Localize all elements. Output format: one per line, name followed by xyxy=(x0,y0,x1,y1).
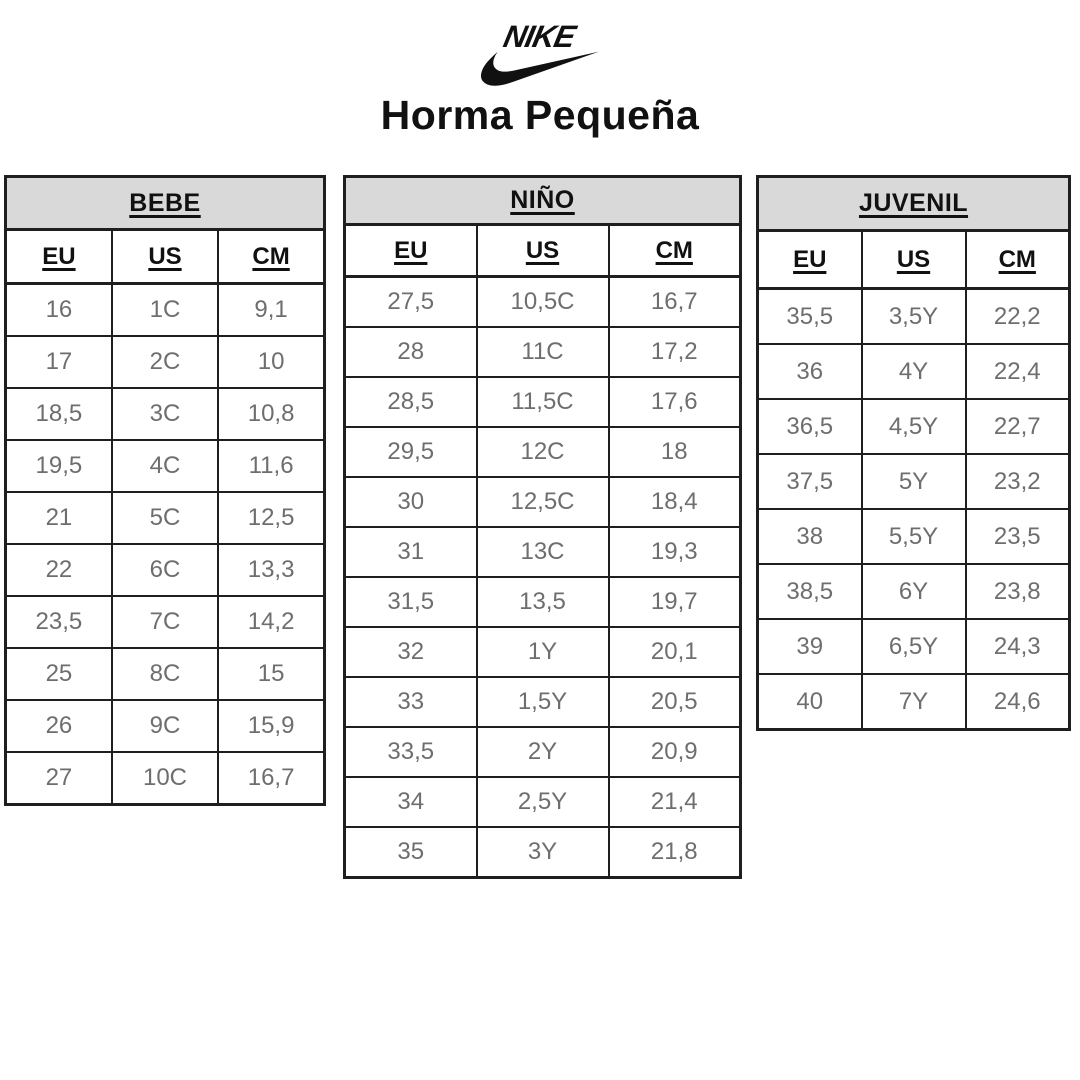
size-cell: 39 xyxy=(758,619,862,674)
table-row xyxy=(6,700,325,752)
size-cell: 10C xyxy=(112,752,218,805)
size-cell: 30 xyxy=(345,477,477,527)
size-cell: 12C xyxy=(477,427,609,477)
size-cell: 16,7 xyxy=(218,752,324,805)
table-row xyxy=(758,344,1070,399)
table-row xyxy=(6,388,325,440)
size-table xyxy=(756,175,1071,731)
nike-logo-svg xyxy=(477,20,603,90)
table-row xyxy=(345,377,741,427)
size-cell: 4,5Y xyxy=(862,399,966,454)
size-cell: 4C xyxy=(112,440,218,492)
table-row xyxy=(6,492,325,544)
size-cell: 17,2 xyxy=(609,327,741,377)
column-header-us: US xyxy=(862,231,966,289)
table-row xyxy=(6,336,325,388)
size-cell: 22 xyxy=(6,544,112,596)
table-row xyxy=(345,827,741,878)
size-cell: 13C xyxy=(477,527,609,577)
size-cell: 19,3 xyxy=(609,527,741,577)
size-cell: 36 xyxy=(758,344,862,399)
size-cell: 28,5 xyxy=(345,377,477,427)
table-row xyxy=(6,752,325,805)
size-cell: 10 xyxy=(218,336,324,388)
size-cell: 19,5 xyxy=(6,440,112,492)
size-cell: 18,4 xyxy=(609,477,741,527)
size-cell: 36,5 xyxy=(758,399,862,454)
size-cell: 20,5 xyxy=(609,677,741,727)
table-row xyxy=(758,509,1070,564)
table-title: NIÑO xyxy=(345,177,741,225)
column-header-eu: EU xyxy=(6,230,112,284)
size-cell: 11,6 xyxy=(218,440,324,492)
size-cell: 21,8 xyxy=(609,827,741,878)
table-row xyxy=(345,477,741,527)
size-cell: 12,5C xyxy=(477,477,609,527)
table-row xyxy=(345,777,741,827)
size-cell: 23,5 xyxy=(6,596,112,648)
column-header-row xyxy=(6,230,325,284)
size-cell: 26 xyxy=(6,700,112,752)
column-header-row xyxy=(345,225,741,277)
size-cell: 11,5C xyxy=(477,377,609,427)
size-cell: 31,5 xyxy=(345,577,477,627)
size-cell: 23,5 xyxy=(966,509,1070,564)
column-header-cm: CM xyxy=(966,231,1070,289)
size-cell: 3C xyxy=(112,388,218,440)
size-cell: 17,6 xyxy=(609,377,741,427)
table-title: JUVENIL xyxy=(758,177,1070,231)
size-table-nino xyxy=(343,175,742,879)
size-cell: 3,5Y xyxy=(862,289,966,345)
table-row xyxy=(345,277,741,328)
size-cell: 18 xyxy=(609,427,741,477)
size-cell: 20,9 xyxy=(609,727,741,777)
size-cell: 16,7 xyxy=(609,277,741,328)
column-header-cm: CM xyxy=(609,225,741,277)
size-cell: 2,5Y xyxy=(477,777,609,827)
size-cell: 22,2 xyxy=(966,289,1070,345)
size-cell: 6C xyxy=(112,544,218,596)
size-cell: 23,8 xyxy=(966,564,1070,619)
table-title-row xyxy=(6,177,325,230)
nike-swoosh-icon xyxy=(481,52,599,86)
size-cell: 15,9 xyxy=(218,700,324,752)
size-cell: 24,3 xyxy=(966,619,1070,674)
table-row xyxy=(345,727,741,777)
size-cell: 32 xyxy=(345,627,477,677)
size-cell: 33,5 xyxy=(345,727,477,777)
size-cell: 1C xyxy=(112,284,218,337)
size-table xyxy=(343,175,742,879)
size-cell: 9C xyxy=(112,700,218,752)
column-header-eu: EU xyxy=(758,231,862,289)
size-cell: 24,6 xyxy=(966,674,1070,730)
size-cell: 13,3 xyxy=(218,544,324,596)
table-row xyxy=(345,677,741,727)
size-cell: 38 xyxy=(758,509,862,564)
size-cell: 2C xyxy=(112,336,218,388)
size-cell: 34 xyxy=(345,777,477,827)
table-row xyxy=(758,399,1070,454)
size-cell: 16 xyxy=(6,284,112,337)
table-title: BEBE xyxy=(6,177,325,230)
size-cell: 6,5Y xyxy=(862,619,966,674)
table-row xyxy=(758,454,1070,509)
table-row xyxy=(345,527,741,577)
size-cell: 5C xyxy=(112,492,218,544)
size-cell: 20,1 xyxy=(609,627,741,677)
table-row xyxy=(6,440,325,492)
size-cell: 33 xyxy=(345,677,477,727)
size-table-juvenil xyxy=(756,175,1071,731)
size-cell: 13,5 xyxy=(477,577,609,627)
size-cell: 27,5 xyxy=(345,277,477,328)
size-cell: 2Y xyxy=(477,727,609,777)
column-header-eu: EU xyxy=(345,225,477,277)
size-cell: 14,2 xyxy=(218,596,324,648)
size-cell: 31 xyxy=(345,527,477,577)
size-cell: 5Y xyxy=(862,454,966,509)
size-cell: 29,5 xyxy=(345,427,477,477)
size-cell: 17 xyxy=(6,336,112,388)
size-cell: 3Y xyxy=(477,827,609,878)
table-row xyxy=(6,544,325,596)
size-cell: 5,5Y xyxy=(862,509,966,564)
size-cell: 1Y xyxy=(477,627,609,677)
column-header-us: US xyxy=(477,225,609,277)
size-cell: 7C xyxy=(112,596,218,648)
size-cell: 12,5 xyxy=(218,492,324,544)
table-row xyxy=(6,648,325,700)
size-cell: 21,4 xyxy=(609,777,741,827)
table-row xyxy=(345,627,741,677)
page-title: Horma Pequeña xyxy=(380,92,700,138)
table-row xyxy=(758,564,1070,619)
size-cell: 7Y xyxy=(862,674,966,730)
table-title-row xyxy=(345,177,741,225)
table-row xyxy=(758,674,1070,730)
size-cell: 28 xyxy=(345,327,477,377)
size-cell: 10,8 xyxy=(218,388,324,440)
table-row xyxy=(6,284,325,337)
size-cell: 19,7 xyxy=(609,577,741,627)
size-cell: 9,1 xyxy=(218,284,324,337)
size-cell: 1,5Y xyxy=(477,677,609,727)
size-cell: 35,5 xyxy=(758,289,862,345)
column-header-row xyxy=(758,231,1070,289)
table-row xyxy=(345,427,741,477)
size-cell: 21 xyxy=(6,492,112,544)
size-cell: 8C xyxy=(112,648,218,700)
table-row xyxy=(345,327,741,377)
table-row xyxy=(758,289,1070,345)
size-cell: 18,5 xyxy=(6,388,112,440)
table-row xyxy=(758,619,1070,674)
column-header-us: US xyxy=(112,230,218,284)
nike-wordmark: NIKE xyxy=(500,20,578,54)
size-cell: 11C xyxy=(477,327,609,377)
table-row xyxy=(6,596,325,648)
size-cell: 23,2 xyxy=(966,454,1070,509)
size-table-bebe xyxy=(4,175,326,806)
size-cell: 38,5 xyxy=(758,564,862,619)
size-cell: 37,5 xyxy=(758,454,862,509)
table-row xyxy=(345,577,741,627)
table-title-row xyxy=(758,177,1070,231)
size-cell: 40 xyxy=(758,674,862,730)
size-cell: 15 xyxy=(218,648,324,700)
size-cell: 6Y xyxy=(862,564,966,619)
size-cell: 22,4 xyxy=(966,344,1070,399)
size-cell: 10,5C xyxy=(477,277,609,328)
column-header-cm: CM xyxy=(218,230,324,284)
size-cell: 27 xyxy=(6,752,112,805)
size-cell: 25 xyxy=(6,648,112,700)
nike-logo xyxy=(0,20,1080,90)
size-cell: 22,7 xyxy=(966,399,1070,454)
size-table xyxy=(4,175,326,806)
size-cell: 4Y xyxy=(862,344,966,399)
size-cell: 35 xyxy=(345,827,477,878)
